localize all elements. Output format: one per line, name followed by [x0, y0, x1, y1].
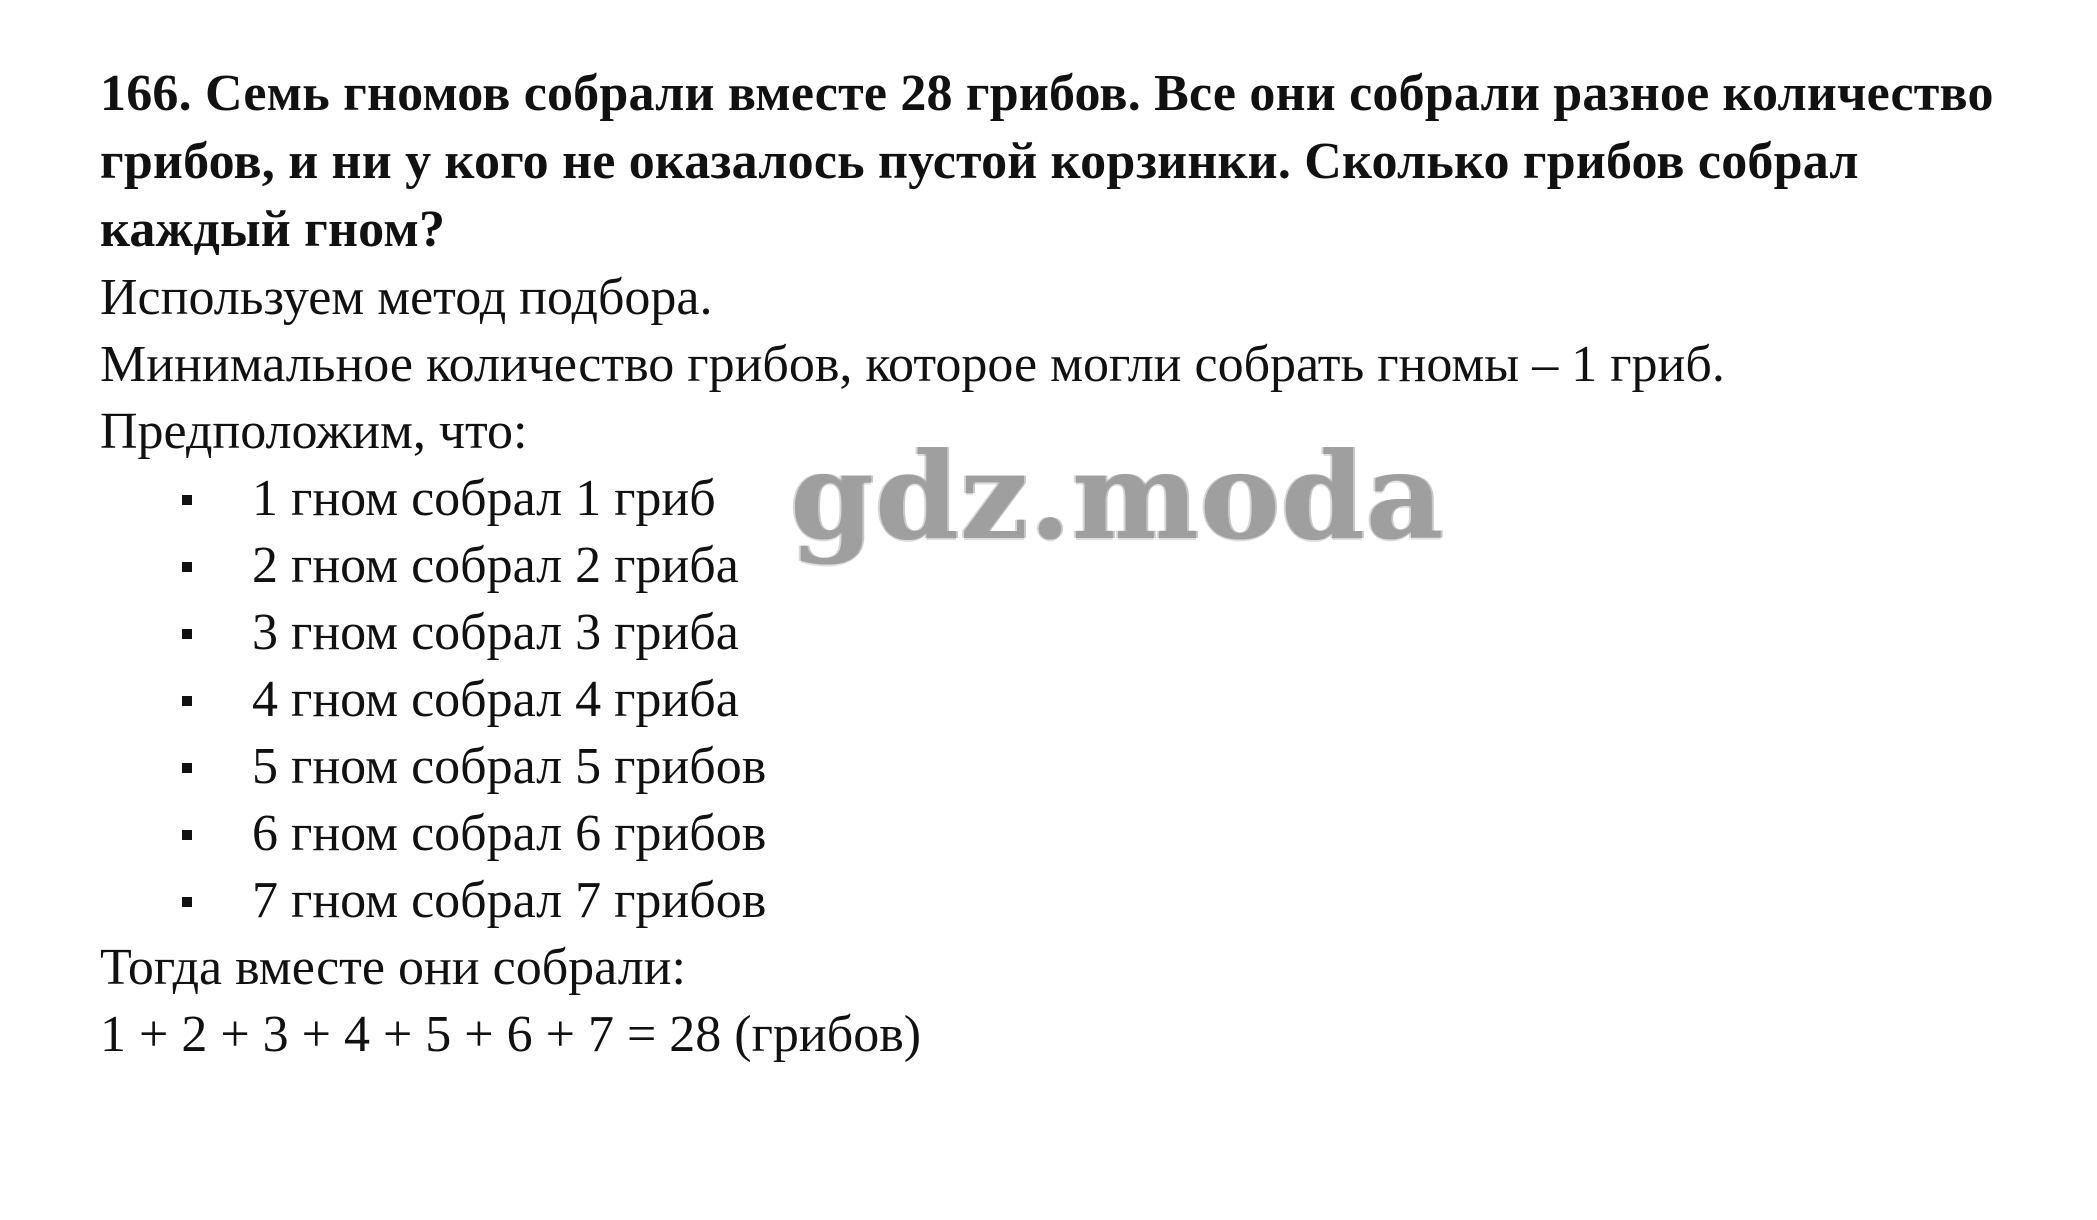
conclusion-line: Тогда вместе они собрали: — [100, 939, 686, 996]
list-item-text: 6 гном собрал 6 грибов — [252, 805, 767, 862]
list-item-text: 1 гном собрал 1 гриб — [252, 470, 716, 527]
list-item — [100, 465, 2060, 532]
method-line: Используем метод подбора. — [100, 269, 713, 326]
list-item — [100, 867, 2060, 934]
watermark-logo: gdz.moda — [790, 426, 1445, 567]
equation-line: 1 + 2 + 3 + 4 + 5 + 6 + 7 = 28 (грибов) — [100, 1006, 922, 1063]
bullet-icon — [182, 897, 192, 907]
list-item-text: 2 гном собрал 2 гриба — [252, 537, 739, 594]
bullet-icon — [182, 696, 192, 706]
list-item — [100, 733, 2060, 800]
assumption-line: Предположим, что: — [100, 403, 528, 460]
gnome-list — [100, 465, 2060, 934]
list-item-text: 7 гном собрал 7 грибов — [252, 872, 767, 929]
list-item-text: 3 гном собрал 3 гриба — [252, 604, 739, 661]
bullet-icon — [182, 562, 192, 572]
bullet-icon — [182, 629, 192, 639]
minimum-line: Минимальное количество грибов, которое могли собрать гномы – 1 гриб. — [100, 336, 1725, 393]
bullet-icon — [182, 495, 192, 505]
list-item — [100, 800, 2060, 867]
bullet-icon — [182, 763, 192, 773]
bullet-icon — [182, 830, 192, 840]
document-content — [100, 60, 2060, 1068]
list-item-text: 5 гном собрал 5 грибов — [252, 738, 767, 795]
problem-statement: 166. Семь гномов собрали вместе 28 грибов. Все они собрали разное количество грибов, и ни у кого не оказалось пустой корзинки. Сколько грибов собрал каждый гном? — [100, 65, 1994, 258]
list-item-text: 4 гном собрал 4 гриба — [252, 671, 739, 728]
list-item — [100, 532, 2060, 599]
list-item — [100, 666, 2060, 733]
list-item — [100, 599, 2060, 666]
